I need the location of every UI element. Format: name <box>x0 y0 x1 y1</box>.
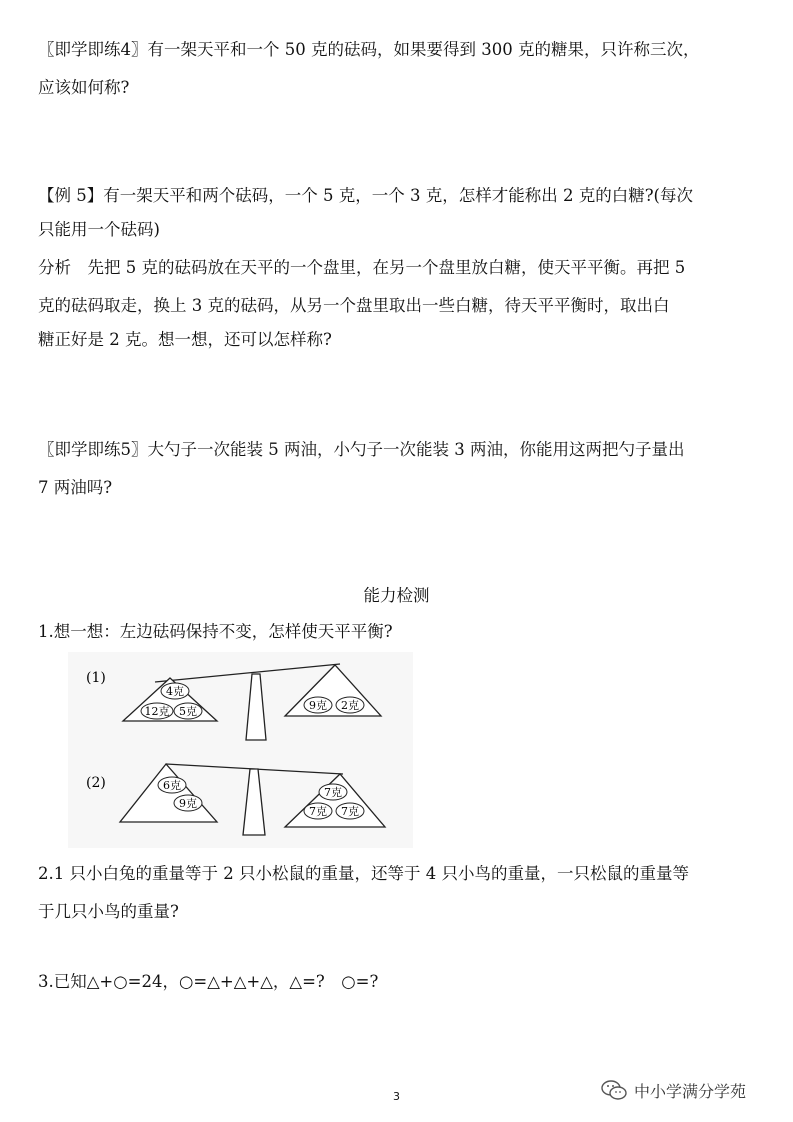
weight-5g-left: 5克 <box>179 705 197 718</box>
weight-9g-left: 9克 <box>179 797 197 810</box>
example-5-line-2: 只能用一个砝码) <box>38 220 160 239</box>
weight-9g-right: 9克 <box>309 699 327 712</box>
section-title: 能力检测 <box>363 586 430 605</box>
practice-4-line-1: 〖即学即练4〗有一架天平和一个 50 克的砝码，如果要得到 300 克的糖果，只许称三次， <box>38 40 700 59</box>
analysis-line-3: 糖正好是 2 克。想一想，还可以怎样称? <box>38 330 332 349</box>
wechat-icon <box>600 1079 628 1101</box>
figure-2-label: (2) <box>86 775 106 791</box>
page-number: 3 <box>393 1090 400 1103</box>
analysis-line-2: 克的砝码取走，换上 3 克的砝码，从另一个盘里取出一些白糖，待天平平衡时，取出白 <box>38 296 670 315</box>
weight-6g: 6克 <box>163 779 181 792</box>
balance-figure <box>68 652 413 848</box>
example-5-line-1: 【例 5】有一架天平和两个砝码，一个 5 克，一个 3 克，怎样才能称出 2 克的白糖?(每次 <box>38 186 693 205</box>
figure-1-label: (1) <box>86 670 106 686</box>
weight-12g: 12克 <box>144 705 170 718</box>
practice-5-line-1: 〖即学即练5〗大勺子一次能装 5 两油，小勺子一次能装 3 两油，你能用这两把勺子量出 <box>38 440 685 459</box>
weight-7g-top: 7克 <box>324 786 342 799</box>
question-1-text: 1.想一想：左边砝码保持不变，怎样使天平平衡? <box>38 622 393 641</box>
weight-7g-left: 7克 <box>309 805 327 818</box>
watermark-text: 中小学满分学苑 <box>634 1081 747 1101</box>
practice-4-line-2: 应该如何称? <box>38 78 130 97</box>
watermark <box>600 1075 746 1105</box>
weight-7g-right: 7克 <box>341 805 359 818</box>
weight-2g: 2克 <box>341 699 359 712</box>
question-2-line-1: 2.1 只小白兔的重量等于 2 只小松鼠的重量，还等于 4 只小鸟的重量，一只松鼠的重量等 <box>38 864 689 883</box>
question-2-line-2: 于几只小鸟的重量? <box>38 902 179 921</box>
question-3-text: 3.已知△+○=24，○=△+△+△，△=? ○=? <box>38 972 379 991</box>
analysis-line-1: 分析 先把 5 克的砝码放在天平的一个盘里，在另一个盘里放白糖，使天平平衡。再把 5 <box>38 258 686 277</box>
practice-5-line-2: 7 两油吗? <box>38 478 113 497</box>
weight-4g: 4克 <box>166 685 184 698</box>
